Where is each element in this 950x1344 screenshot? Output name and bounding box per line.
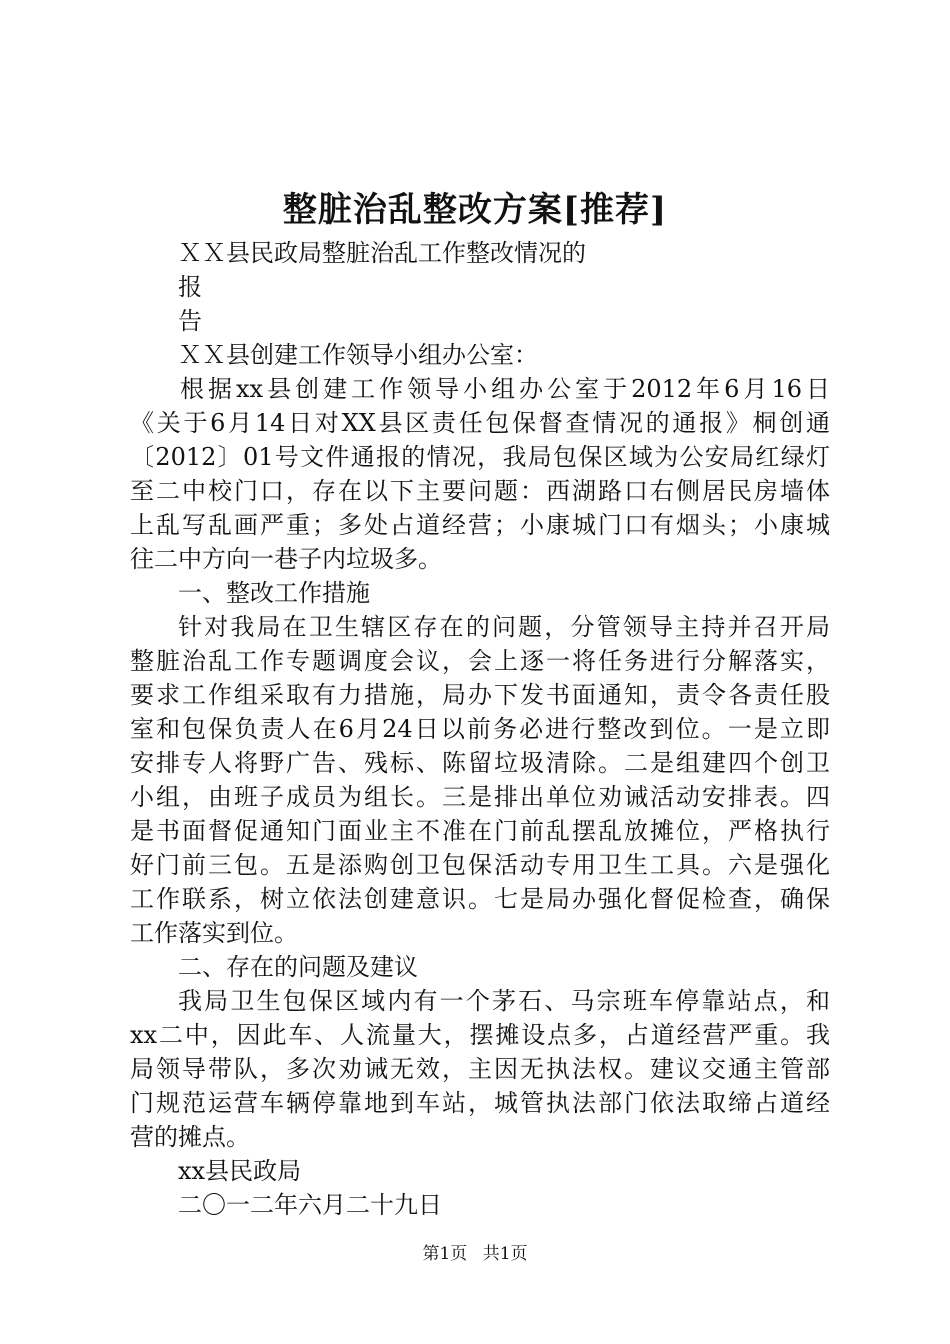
paragraph-line: 针对我局在卫生辖区存在的问题，分管领导主持并召开局 bbox=[178, 613, 830, 641]
paragraph-line: 工作联系，树立依法创建意识。七是局办强化督促检查，确保 bbox=[130, 885, 830, 913]
signature-date: 二〇一二年六月二十九日 bbox=[178, 1191, 442, 1219]
paragraph-line: 要求工作组采取有力措施，局办下发书面通知，责令各责任股 bbox=[130, 681, 830, 709]
addressee-line: ＸＸ县创建工作领导小组办公室： bbox=[178, 341, 538, 369]
paragraph-line: 好门前三包。五是添购创卫包保活动专用卫生工具。六是强化 bbox=[130, 851, 830, 879]
section-heading-1: 一、整改工作措施 bbox=[178, 579, 370, 607]
section-heading-2: 二、存在的问题及建议 bbox=[178, 953, 418, 981]
paragraph-line: 安排专人将野广告、残标、陈留垃圾清除。二是组建四个创卫 bbox=[130, 749, 830, 777]
document-body bbox=[130, 236, 830, 1222]
page-number: 第1页 bbox=[422, 1244, 468, 1264]
paragraph-line: 是书面督促通知门面业主不准在门前乱摆乱放摊位，严格执行 bbox=[130, 817, 830, 845]
paragraph-line: 往二中方向一巷子内垃圾多。 bbox=[130, 545, 442, 573]
signature-organization: xx县民政局 bbox=[178, 1157, 302, 1185]
paragraph-line: 营的摊点。 bbox=[130, 1123, 250, 1151]
paragraph-line: 工作落实到位。 bbox=[130, 919, 298, 947]
paragraph-line: 〔2012〕01号文件通报的情况，我局包保区域为公安局红绿灯 bbox=[130, 443, 830, 471]
report-heading-line-1: ＸＸ县民政局整脏治乱工作整改情况的 bbox=[178, 239, 586, 267]
paragraph-line: xx二中，因此车、人流量大，摆摊设点多，占道经营严重。我 bbox=[130, 1021, 830, 1049]
paragraph-line: 根据xx县创建工作领导小组办公室于2012年6月16日 bbox=[180, 375, 830, 403]
paragraph-line: 《关于6月14日对XX县区责任包保督查情况的通报》桐创通 bbox=[130, 409, 830, 437]
paragraph-line: 室和包保负责人在6月24日以前务必进行整改到位。一是立即 bbox=[130, 715, 830, 743]
paragraph-line: 整脏治乱工作专题调度会议，会上逐一将任务进行分解落实， bbox=[130, 647, 830, 675]
paragraph-line: 上乱写乱画严重；多处占道经营；小康城门口有烟头；小康城 bbox=[130, 511, 830, 539]
paragraph-line: 局领导带队，多次劝诫无效，主因无执法权。建议交通主管部 bbox=[130, 1055, 830, 1083]
report-heading-line-3: 告 bbox=[178, 307, 202, 335]
document-title: 整脏治乱整改方案[推荐] bbox=[282, 190, 668, 230]
page-total: 共1页 bbox=[482, 1244, 528, 1264]
paragraph-line: 我局卫生包保区域内有一个茅石、马宗班车停靠站点，和 bbox=[178, 987, 830, 1015]
report-heading-line-2: 报 bbox=[178, 273, 202, 301]
paragraph-line: 门规范运营车辆停靠地到车站，城管执法部门依法取缔占道经 bbox=[130, 1089, 830, 1117]
paragraph-line: 小组，由班子成员为组长。三是排出单位劝诫活动安排表。四 bbox=[130, 783, 830, 811]
paragraph-line: 至二中校门口，存在以下主要问题：西湖路口右侧居民房墙体 bbox=[130, 477, 830, 505]
page-footer bbox=[0, 1242, 950, 1266]
